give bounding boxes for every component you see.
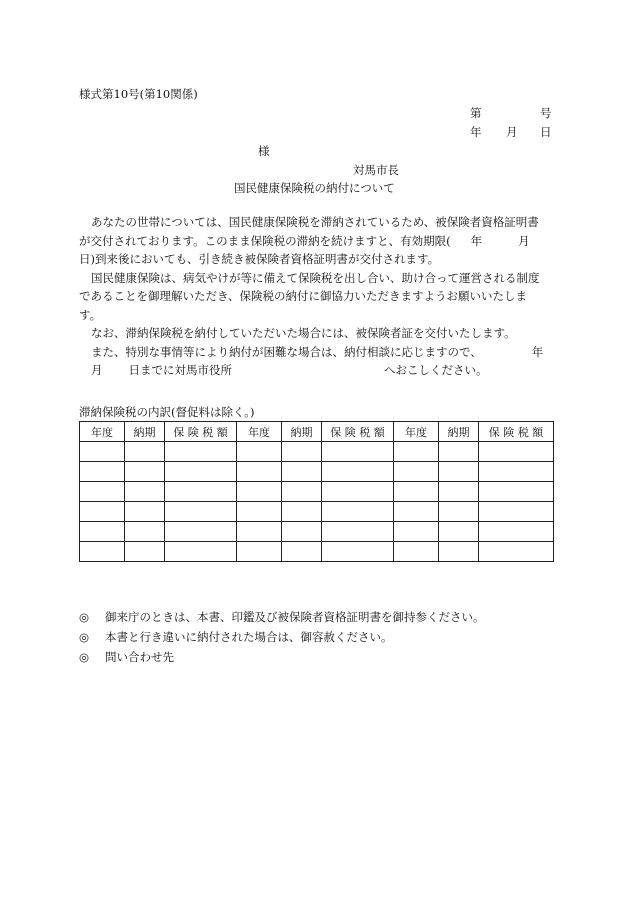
consult-month: 月 xyxy=(91,363,103,377)
header-fiscal-year: 年度 xyxy=(237,422,282,442)
table-cell xyxy=(322,442,394,462)
notes-list xyxy=(79,607,485,667)
header-due-period: 納期 xyxy=(439,422,479,442)
table-row xyxy=(80,502,554,522)
document-title: 国民健康保険税の納付について xyxy=(234,181,395,195)
body-line-part: へおこしください。 xyxy=(384,363,488,377)
form-id: 様式第10号(第10関係) xyxy=(79,87,198,101)
number-prefix: 第 xyxy=(470,106,482,120)
table-cell xyxy=(237,462,282,482)
note-text: 御来庁のときは、本書、印鑑及び被保険者資格証明書を御持参ください。 xyxy=(105,610,485,624)
consult-year: 年 xyxy=(531,344,544,359)
body-line: なお、滞納保険税を納付していただいた場合には、被保険者証を交付いたします。 xyxy=(91,326,516,340)
table-cell xyxy=(394,502,439,522)
table-cell xyxy=(439,542,479,562)
note-text: 問い合わせ先 xyxy=(105,650,174,664)
table-cell xyxy=(80,522,125,542)
table-cell xyxy=(165,542,237,562)
header-due-period: 納期 xyxy=(282,422,322,442)
table-cell xyxy=(439,482,479,502)
table-cell xyxy=(80,442,125,462)
date-day: 日 xyxy=(540,125,552,139)
table-cell xyxy=(394,442,439,462)
table-cell xyxy=(394,482,439,502)
table-cell xyxy=(322,502,394,522)
note-item xyxy=(79,607,485,627)
table-cell xyxy=(282,482,322,502)
table-cell xyxy=(125,542,165,562)
table-cell xyxy=(165,482,237,502)
header-tax-amount: 保 険 税 額 xyxy=(479,422,554,442)
table-cell xyxy=(80,482,125,502)
table-cell xyxy=(165,502,237,522)
table-cell xyxy=(479,442,554,462)
body-line-part: 日までに対馬市役所 xyxy=(128,363,232,377)
date-month: 月 xyxy=(506,125,518,139)
table-cell xyxy=(479,522,554,542)
table-cell xyxy=(237,542,282,562)
table-cell xyxy=(125,442,165,462)
table-cell xyxy=(282,462,322,482)
table-cell xyxy=(394,522,439,542)
table-row xyxy=(80,462,554,482)
header-fiscal-year: 年度 xyxy=(394,422,439,442)
table-cell xyxy=(80,462,125,482)
table-cell xyxy=(125,462,165,482)
table-cell xyxy=(237,482,282,502)
table-cell xyxy=(165,522,237,542)
table-header-row xyxy=(80,422,554,442)
table-cell xyxy=(479,462,554,482)
double-circle-icon: ◎ xyxy=(79,650,90,664)
header-due-period: 納期 xyxy=(125,422,165,442)
table-cell xyxy=(439,502,479,522)
table-row xyxy=(80,482,554,502)
table-cell xyxy=(322,462,394,482)
table-cell xyxy=(80,502,125,522)
body-line xyxy=(79,361,555,380)
table-cell xyxy=(282,522,322,542)
sender: 対馬市長 xyxy=(353,163,399,177)
arrears-table xyxy=(79,421,554,562)
table-cell xyxy=(394,542,439,562)
validity-month: 月 xyxy=(518,233,530,248)
table-cell xyxy=(125,522,165,542)
body-line xyxy=(79,232,555,251)
note-text: 本書と行き違いに納付された場合は、御容赦ください。 xyxy=(105,630,393,644)
table-cell xyxy=(439,462,479,482)
table-cell xyxy=(165,442,237,462)
table-cell xyxy=(479,482,554,502)
table-cell xyxy=(479,502,554,522)
table-row xyxy=(80,542,554,562)
body-line: す。 xyxy=(79,307,102,322)
addressee-suffix: 様 xyxy=(258,144,270,158)
table-cell xyxy=(322,542,394,562)
table-cell xyxy=(322,482,394,502)
double-circle-icon: ◎ xyxy=(79,610,90,624)
date-year: 年 xyxy=(470,125,482,139)
body-line xyxy=(79,343,555,362)
body-line: 国民健康保険は、病気やけが等に備えて保険税を出し合い、助け合って運営される制度 xyxy=(91,270,540,285)
table-cell xyxy=(237,502,282,522)
body-line: 日)到来後においても、引き続き被保険者資格証明書が交付されます。 xyxy=(79,252,440,266)
body-line-part: また、特別な事情等により納付が困難な場合は、納付相談に応じますので、 xyxy=(91,344,482,359)
header-fiscal-year: 年度 xyxy=(80,422,125,442)
table-cell xyxy=(322,522,394,542)
table-cell xyxy=(282,542,322,562)
table-cell xyxy=(80,542,125,562)
table-cell xyxy=(282,442,322,462)
body-line-part: が交付されております。このまま保険税の滞納を続けますと、有効期限( xyxy=(79,233,451,248)
table-cell xyxy=(439,522,479,542)
table-cell xyxy=(125,502,165,522)
table-row xyxy=(80,442,554,462)
table-cell xyxy=(237,522,282,542)
table-cell xyxy=(282,502,322,522)
validity-year: 年 xyxy=(470,233,483,248)
double-circle-icon: ◎ xyxy=(79,630,90,644)
table-caption: 滞納保険税の内訳(督促料は除く。) xyxy=(79,405,255,419)
body-text xyxy=(79,213,555,380)
note-item xyxy=(79,647,485,667)
note-item xyxy=(79,627,485,647)
table-cell xyxy=(439,442,479,462)
table-cell xyxy=(479,542,554,562)
body-line: あなたの世帯については、国民健康保険税を滞納されているため、被保険者資格証明書 xyxy=(91,215,539,229)
table-cell xyxy=(125,482,165,502)
body-line: であることを御理解いただき、保険税の納付に御協力いただきますようお願いいたしま xyxy=(79,289,528,303)
header-tax-amount: 保 険 税 額 xyxy=(165,422,237,442)
table-cell xyxy=(394,462,439,482)
table-cell xyxy=(237,442,282,462)
table-row xyxy=(80,522,554,542)
table-cell xyxy=(165,462,237,482)
number-suffix: 号 xyxy=(540,106,552,120)
header-tax-amount: 保 険 税 額 xyxy=(322,422,394,442)
